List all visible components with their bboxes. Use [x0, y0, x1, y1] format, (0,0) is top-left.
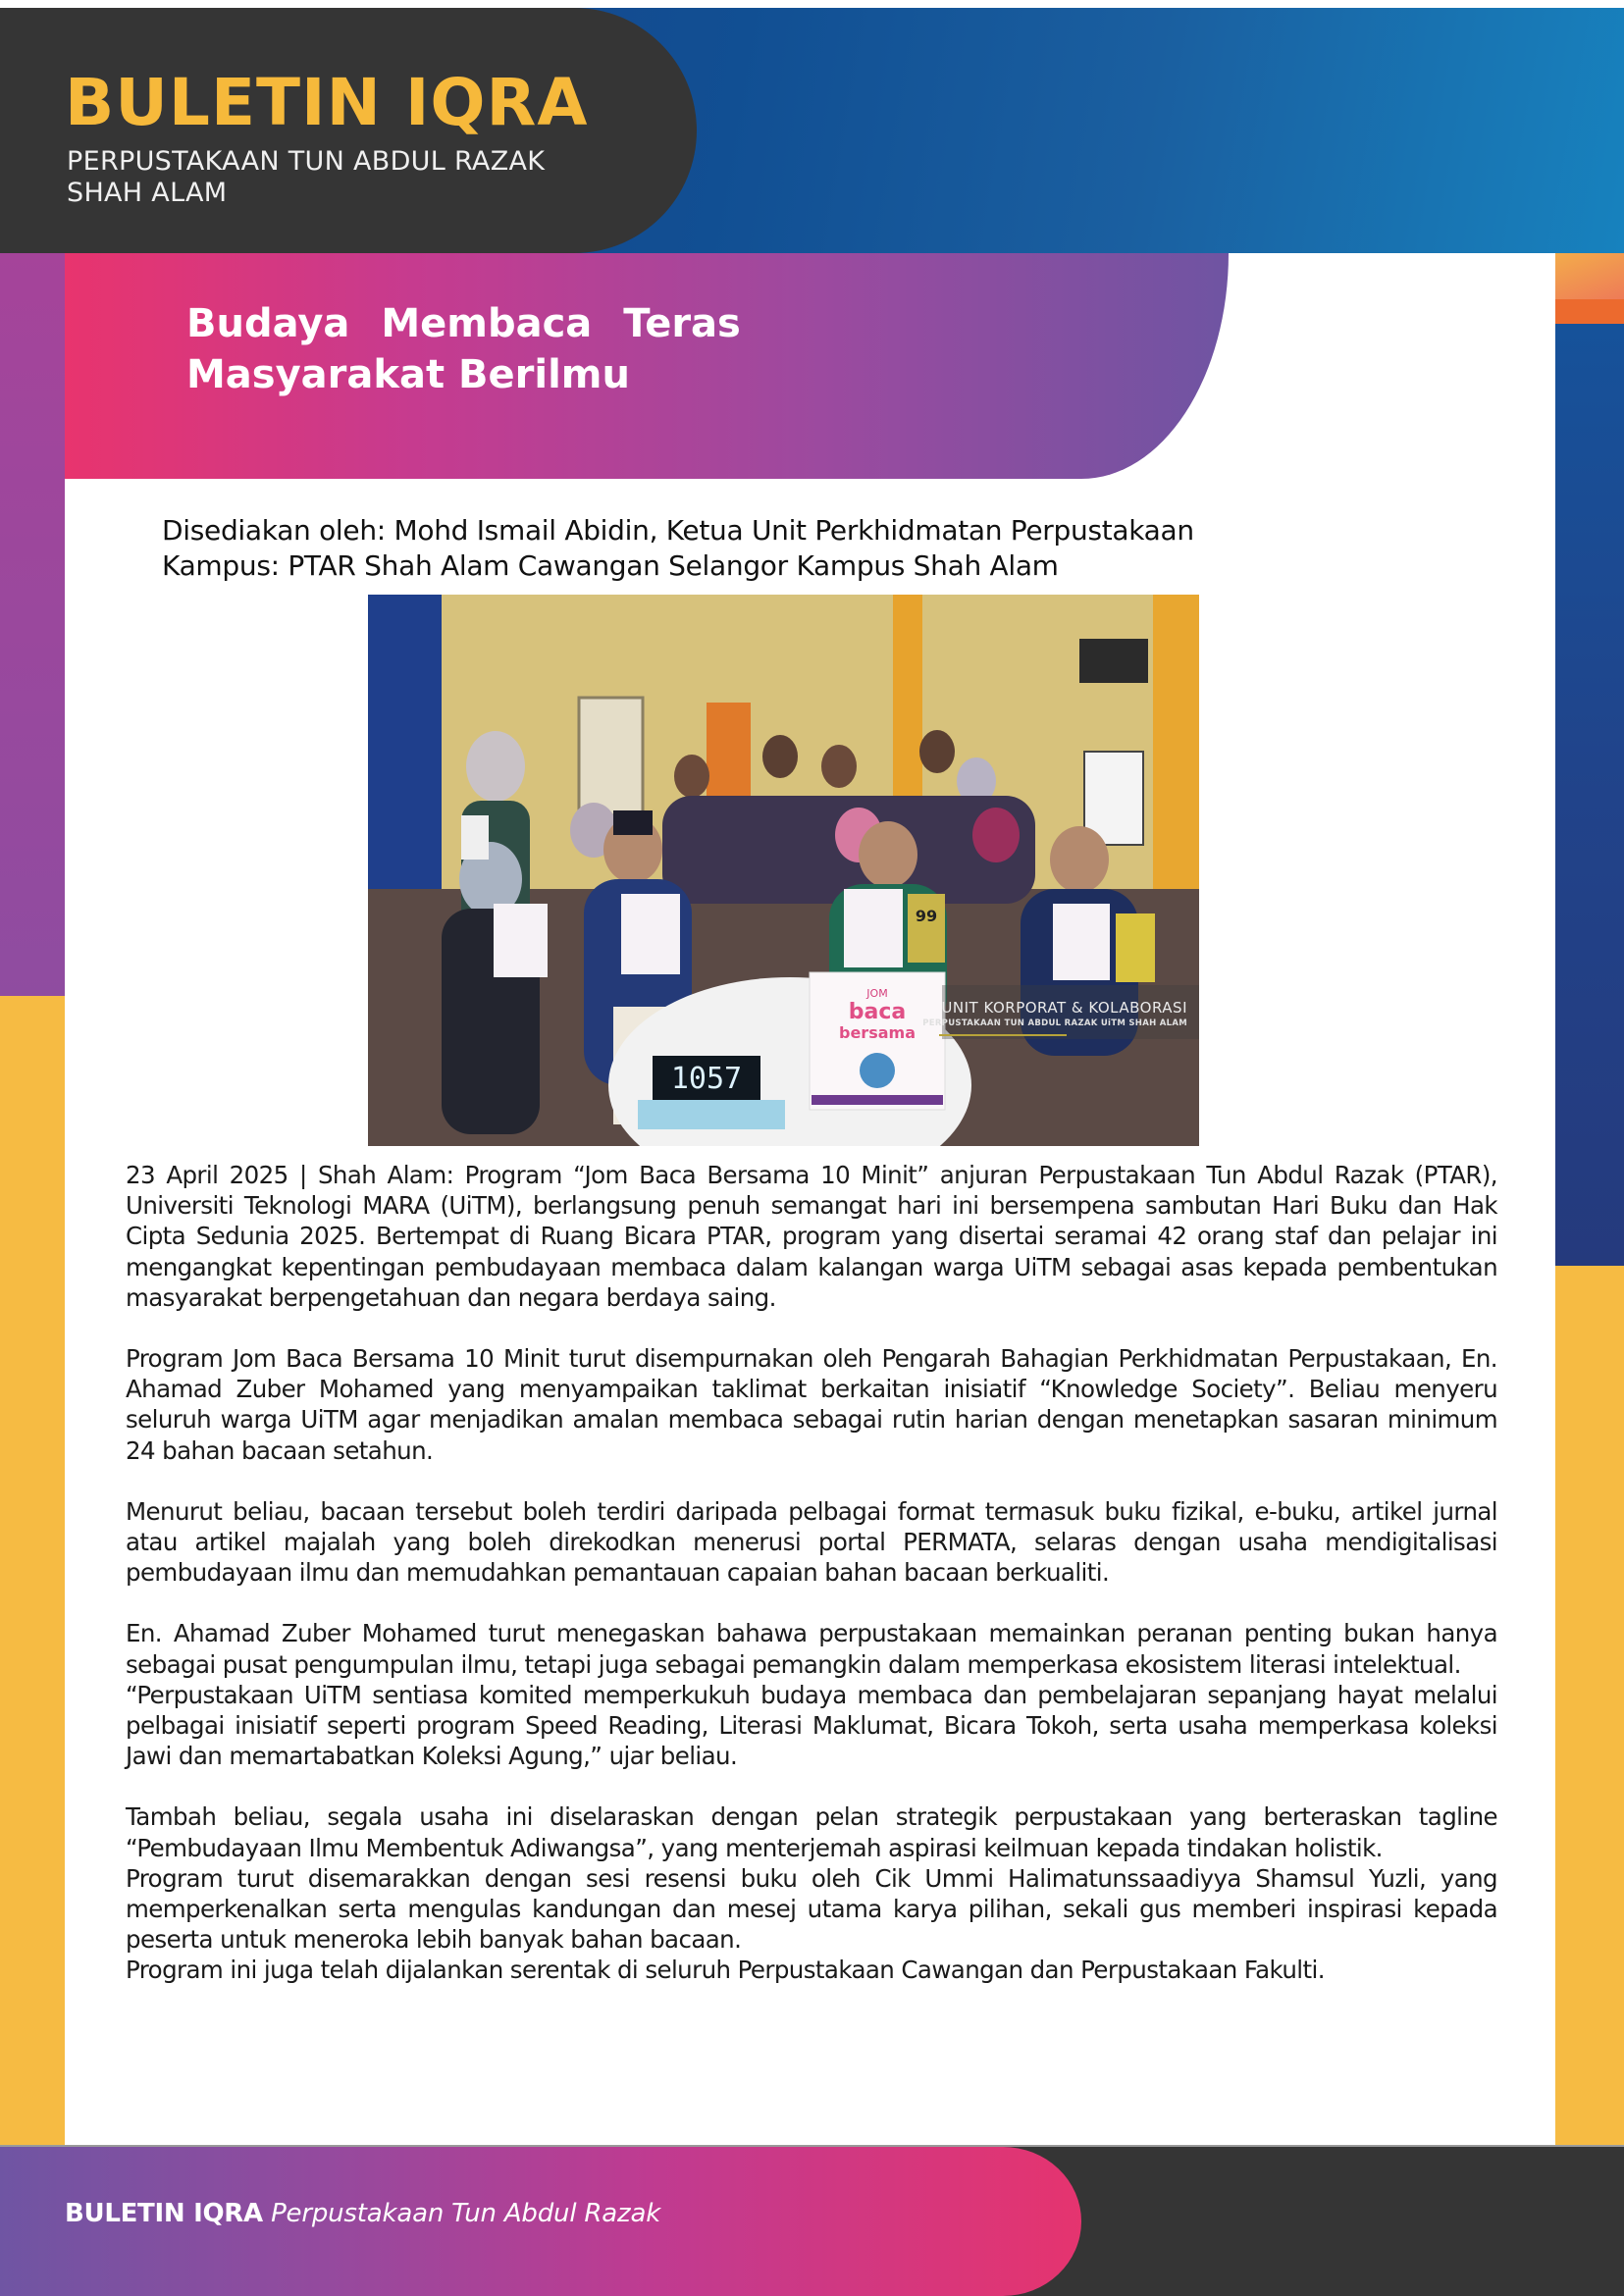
photo-poster-globe [860, 1053, 895, 1088]
event-photo-illustration [368, 595, 1199, 1146]
masthead-subtitle-line2: SHAH ALAM [67, 178, 228, 208]
paragraph-branches: Program ini juga telah dijalankan serentak di seluruh Perpustakaan Cawangan dan Perpustakaan Fakulti. [126, 1956, 1325, 1985]
paragraph-formats: Menurut beliau, bacaan tersebut boleh terdiri daripada pelbagai format termasuk buku fizikal, e-buku, artikel jurnal atau artikel majalah yang boleh direkodkan menerusi portal PERMATA, selaras dengan usaha mendigitalisasi pembudayaan ilmu dan memudahkan pemantauan capaian bahan bacaan berkualiti. [126, 1496, 1497, 1588]
article-title-line1: Budaya Membaca Teras [186, 301, 741, 346]
byline-campus: Kampus: PTAR Shah Alam Cawangan Selangor Kampus Shah Alam [162, 549, 1059, 582]
photo-book-stack [638, 1100, 785, 1129]
left-strip-purple [0, 253, 65, 996]
article-title [186, 298, 814, 400]
paragraph-book-review: Program turut disemarakkan dengan sesi resensi buku oleh Cik Ummi Halimatunssaadiyya Shamsul Yuzli, yang memperkenalkan serta mengulas kandungan dan mesej utama karya pilihan, sekali gus memberi inspirasi kepada peserta untuk meneroka lebih banyak bahan bacaan. [126, 1863, 1497, 1955]
footer-brand: BULETIN IQRA [65, 2199, 263, 2228]
right-strip-yellow [1555, 1266, 1624, 2147]
paragraph-library-role: En. Ahamad Zuber Mohamed turut menegaskan bahawa perpustakaan memainkan peranan penting bukan hanya sebagai pusat pengumpulan ilmu, tetapi juga sebagai pemangkin dalam memperkasa ekosistem literasi intelektual. [126, 1619, 1497, 1679]
photo-book-number: 99 [915, 907, 938, 925]
footer-text [65, 2201, 660, 2226]
paragraph-quote: “Perpustakaan UiTM sentiasa komited memperkukuh budaya membaca dan pembelajaran sepanjang hayat melalui pelbagai inisiatif seperti program Speed Reading, Literasi Maklumat, Bicara Tokoh, serta usaha memperkasa koleksi Jawi dan memartabatkan Koleksi Agung,” ujar beliau. [126, 1680, 1497, 1771]
photo-caption-library: PERPUSTAKAAN TUN ABDUL RAZAK UiTM SHAH ALAM [922, 1018, 1187, 1028]
footer-tagline: Perpustakaan Tun Abdul Razak [271, 2199, 661, 2228]
masthead-subtitle-line1: PERPUSTAKAAN TUN ABDUL RAZAK [67, 146, 546, 177]
left-strip-yellow [0, 996, 65, 2147]
article-body [126, 1160, 1497, 1986]
photo-orange-door [707, 703, 751, 801]
photo-tv-screen [1079, 639, 1148, 683]
paragraph-strategy: Tambah beliau, segala usaha ini diselaraskan dengan pelan strategik perpustakaan yang berteraskan tagline “Pembudayaan Ilmu Membentuk Adiwangsa”, yang menterjemah aspirasi keilmuan kepada tindakan holistik. [126, 1802, 1497, 1862]
byline-prepared-by: Disediakan oleh: Mohd Ismail Abidin, Ketua Unit Perkhidmatan Perpustakaan [162, 514, 1194, 547]
article-title-line2: Masyarakat Berilmu [186, 352, 630, 397]
photo-poster-line1: JOM [866, 987, 888, 1000]
event-photo [368, 595, 1199, 1146]
paragraph-briefing: Program Jom Baca Bersama 10 Minit turut disempurnakan oleh Pengarah Bahagian Perkhidmatan Perpustakaan, En. Ahamad Zuber Mohamed yang menyampaikan taklimat berkaitan inisiatif “Knowledge Society”. Beliau menyeru seluruh warga UiTM agar menjadikan amalan membaca sebagai rutin harian dengan menetapkan sasaran minimum 24 bahan bacaan setahun. [126, 1344, 1497, 1465]
photo-caption-underline [939, 1034, 1067, 1036]
photo-portrait-frame [579, 698, 643, 815]
right-strip-blue [1555, 324, 1624, 1266]
photo-clock-digits: 1057 [670, 1062, 743, 1096]
photo-caption-unit: UNIT KORPORAT & KOLABORASI [941, 999, 1187, 1017]
paragraph-intro: 23 April 2025 | Shah Alam: Program “Jom Baca Bersama 10 Minit” anjuran Perpustakaan Tun Abdul Razak (PTAR), Universiti Teknologi MARA (UiTM), berlangsung penuh semangat hari ini bersempena sambutan Hari Buku dan Hak Cipta Sedunia 2025. Bertempat di Ruang Bicara PTAR, program yang disertai seramai 42 orang staf dan pelajar ini mengangkat kepentingan pembudayaan membaca dalam kalangan warga UiTM sebagai asas kepada pembentukan masyarakat berpengetahuan dan negara berdaya saing. [126, 1161, 1497, 1312]
masthead-title: BULETIN IQRA [65, 65, 589, 140]
photo-poster-line2: baca [848, 1000, 907, 1024]
photo-poster-line3: bersama [839, 1023, 916, 1042]
photo-poster-band [812, 1095, 943, 1105]
